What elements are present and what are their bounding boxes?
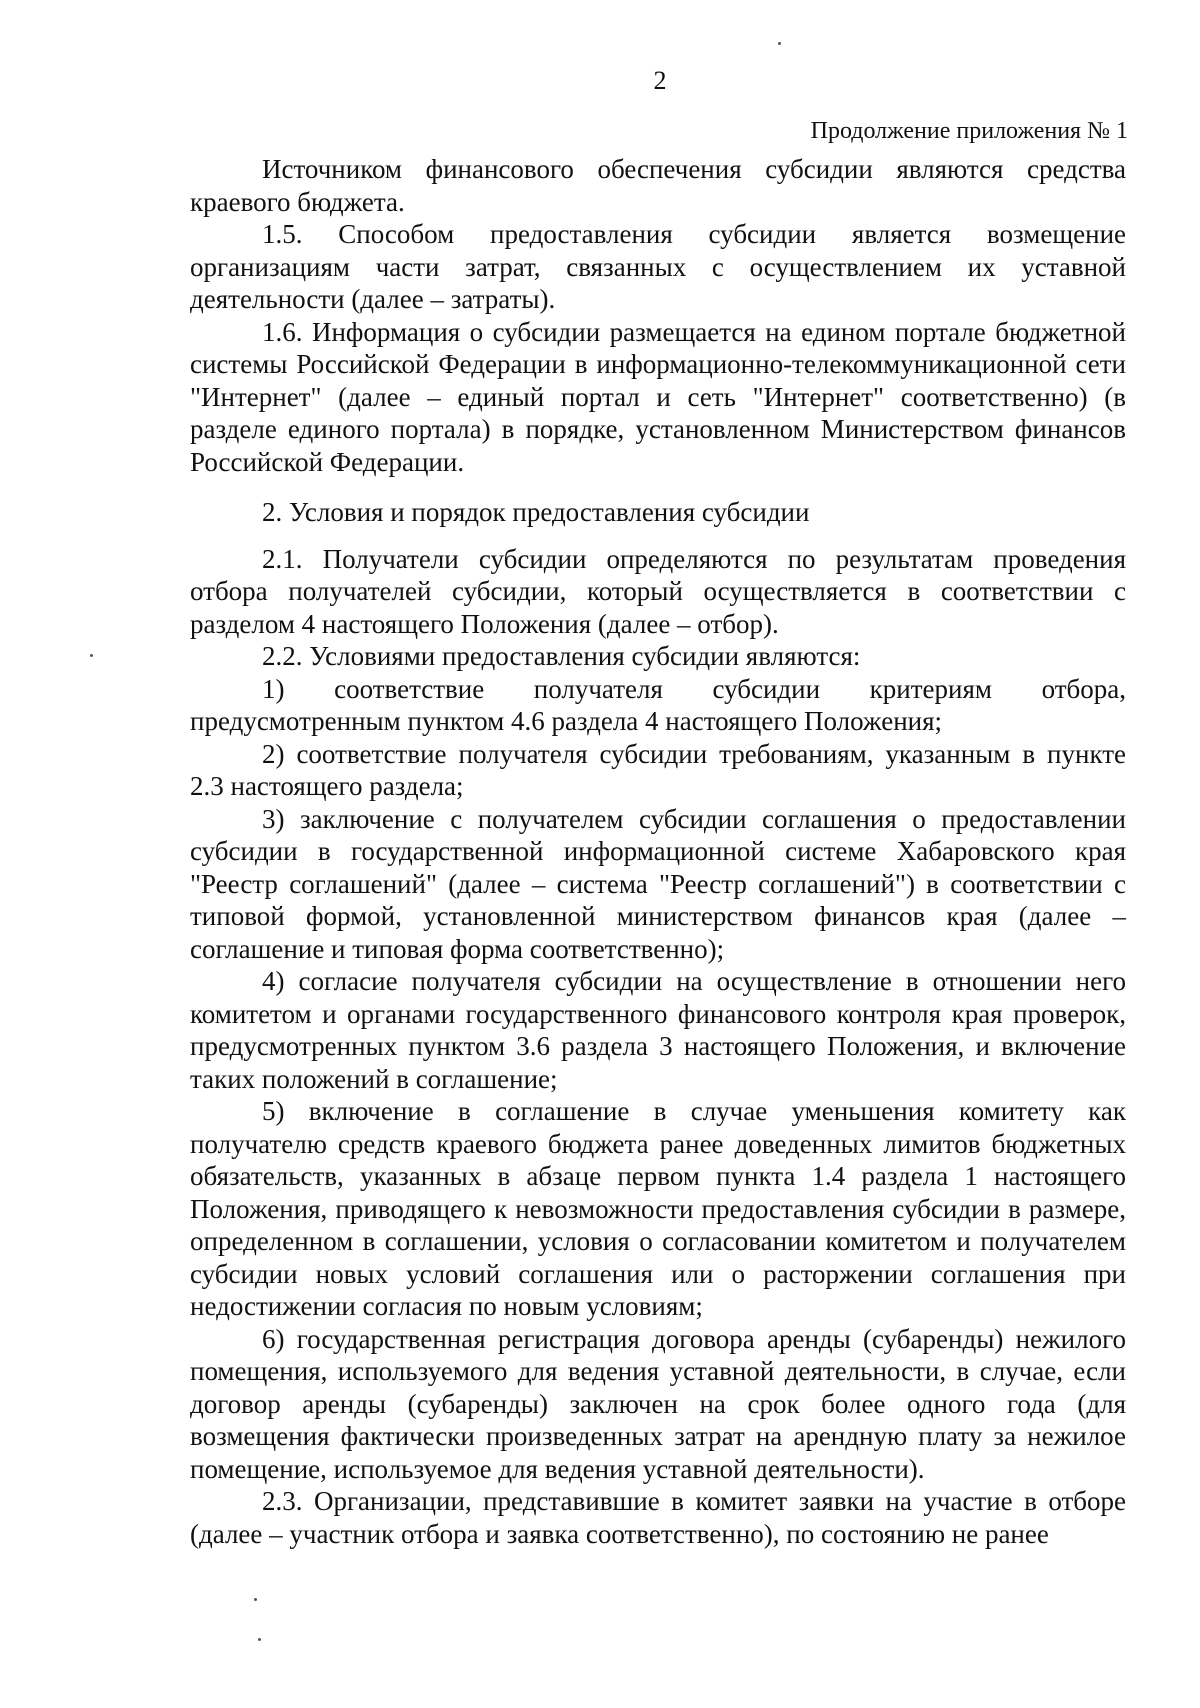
scan-speck	[258, 1638, 261, 1641]
page-number: 2	[653, 66, 667, 95]
list-item-1: 1) соответствие получателя субсидии критериям отбора, предусмотренным пунктом 4.6 раздела 4 настоящего Положения;	[190, 673, 1126, 736]
list-item-5: 5) включение в соглашение в случае уменьшения комитету как получателю средств краевого бюджета ранее доведенных лимитов бюджетных обязательств, указанных в абзаце первом пункта 1.4 раздела 1 настоящего Положения, приводящего к невозможности предоставления субсидии в размере, определенном в соглашении, условия о согласовании комитетом и получателем субсидии новых условий соглашения или о расторжении соглашения при недостижении согласия по новым условиям;	[190, 1096, 1126, 1321]
paragraph-2-2: 2.2. Условиями предоставления субсидии являются:	[262, 641, 861, 671]
paragraph-1-6: 1.6. Информация о субсидии размещается на едином портале бюджетной системы Российской Федерации в информационно-телекоммуникационной сети "Интернет" (далее – единый портал и сеть "Интернет" соответственно) (в разделе единого портала) в порядке, установленном Министерством финансов Российской Федерации.	[190, 316, 1126, 477]
paragraph-funding-source: Источником финансового обеспечения субсидии являются средства краевого бюджета.	[190, 154, 1126, 217]
paragraph-2-3: 2.3. Организации, представившие в комитет заявки на участие в отборе (далее – участник отбора и заявка соответственно), по состоянию не ранее	[190, 1486, 1126, 1549]
paragraph-1-5: 1.5. Способом предоставления субсидии является возмещение организациям части затрат, связанных с осуществлением их уставной деятельности (далее – затраты).	[190, 219, 1126, 314]
list-item-4: 4) согласие получателя субсидии на осуществление в отношении него комитетом и органами государственного финансового контроля края проверок, предусмотренных пунктом 3.6 раздела 3 настоящего Положения, и включение таких положений в соглашение;	[190, 966, 1126, 1094]
list-item-2: 2) соответствие получателя субсидии требованиям, указанным в пункте 2.3 настоящего раздела;	[190, 738, 1126, 801]
paragraph-2-1: 2.1. Получатели субсидии определяются по результатам проведения отбора получателей субсидии, который осуществляется в соответствии с разделом 4 настоящего Положения (далее – отбор).	[190, 543, 1126, 639]
scan-speck	[90, 654, 93, 657]
document-body	[190, 153, 1126, 1550]
appendix-continuation-label: Продолжение приложения № 1	[810, 118, 1128, 144]
section-heading-2: 2. Условия и порядок предоставления субсидии	[262, 497, 810, 527]
scan-speck	[778, 42, 781, 45]
list-item-3: 3) заключение с получателем субсидии соглашения о предоставлении субсидии в государственной информационной системе Хабаровского края "Реестр соглашений" (далее – система "Реестр соглашений") в соответствии с типовой формой, установленной министерством финансов края (далее – соглашение и типовая форма соответственно);	[190, 803, 1126, 964]
list-item-6: 6) государственная регистрация договора аренды (субаренды) нежилого помещения, используемого для ведения уставной деятельности, в случае, если договор аренды (субаренды) заключен на срок более одного года (для возмещения фактически произведенных затрат на арендную плату за нежилое помещение, используемое для ведения уставной деятельности).	[190, 1323, 1126, 1484]
scan-speck	[254, 1598, 257, 1601]
